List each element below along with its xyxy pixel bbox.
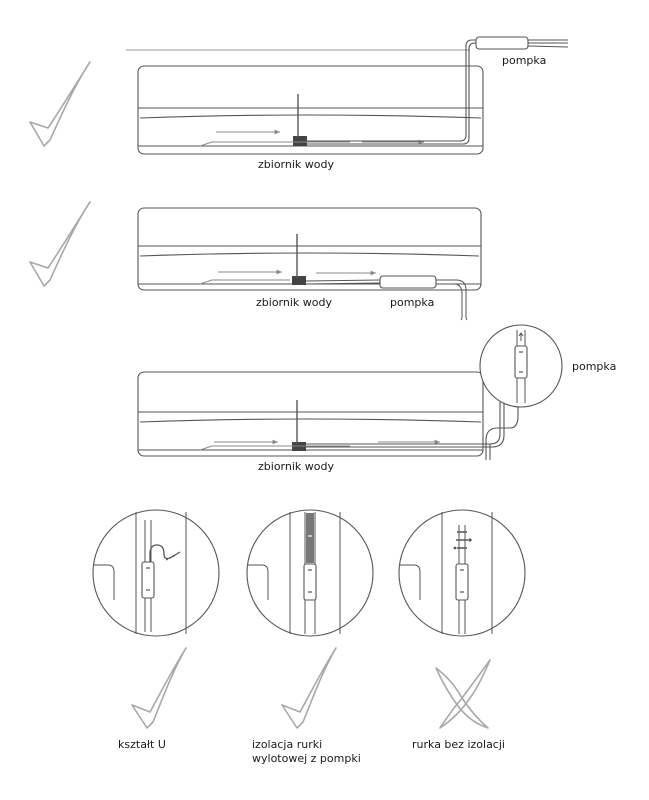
caption-insulation-line1: izolacja rurki [252,738,323,751]
caption-no-insulation: rurka bez izolacji [412,738,505,751]
check-mark-icon [282,648,336,728]
check-mark-icon [132,648,186,728]
pump [476,37,568,49]
caption-insulation-line2: wylotowej z pompki [252,752,361,765]
pump-label: pompka [572,360,617,373]
cross-mark-icon [436,660,490,728]
drain-tube [306,402,500,444]
water-tank [200,94,350,146]
indoor-unit [138,372,483,456]
water-tank-label: zbiornik wody [258,158,334,171]
detail-u-shape [93,510,219,636]
pump-detail-circle [480,325,562,407]
detail-insulated-tube [247,510,373,636]
drain-tube [306,280,380,281]
water-tank-label: zbiornik wody [258,460,334,473]
diagram-3 [138,325,562,460]
pump-label: pompka [390,296,435,309]
water-tank [200,234,306,285]
drain-tube [307,40,476,141]
water-tank [200,400,350,451]
water-tank-label: zbiornik wody [256,296,332,309]
diagram-1 [30,37,568,154]
check-mark-icon [30,62,90,146]
pump-label: pompka [502,54,547,67]
caption-u-shape: kształt U [118,738,166,751]
check-mark-icon [30,202,90,286]
detail-uninsulated-tube [399,510,525,636]
